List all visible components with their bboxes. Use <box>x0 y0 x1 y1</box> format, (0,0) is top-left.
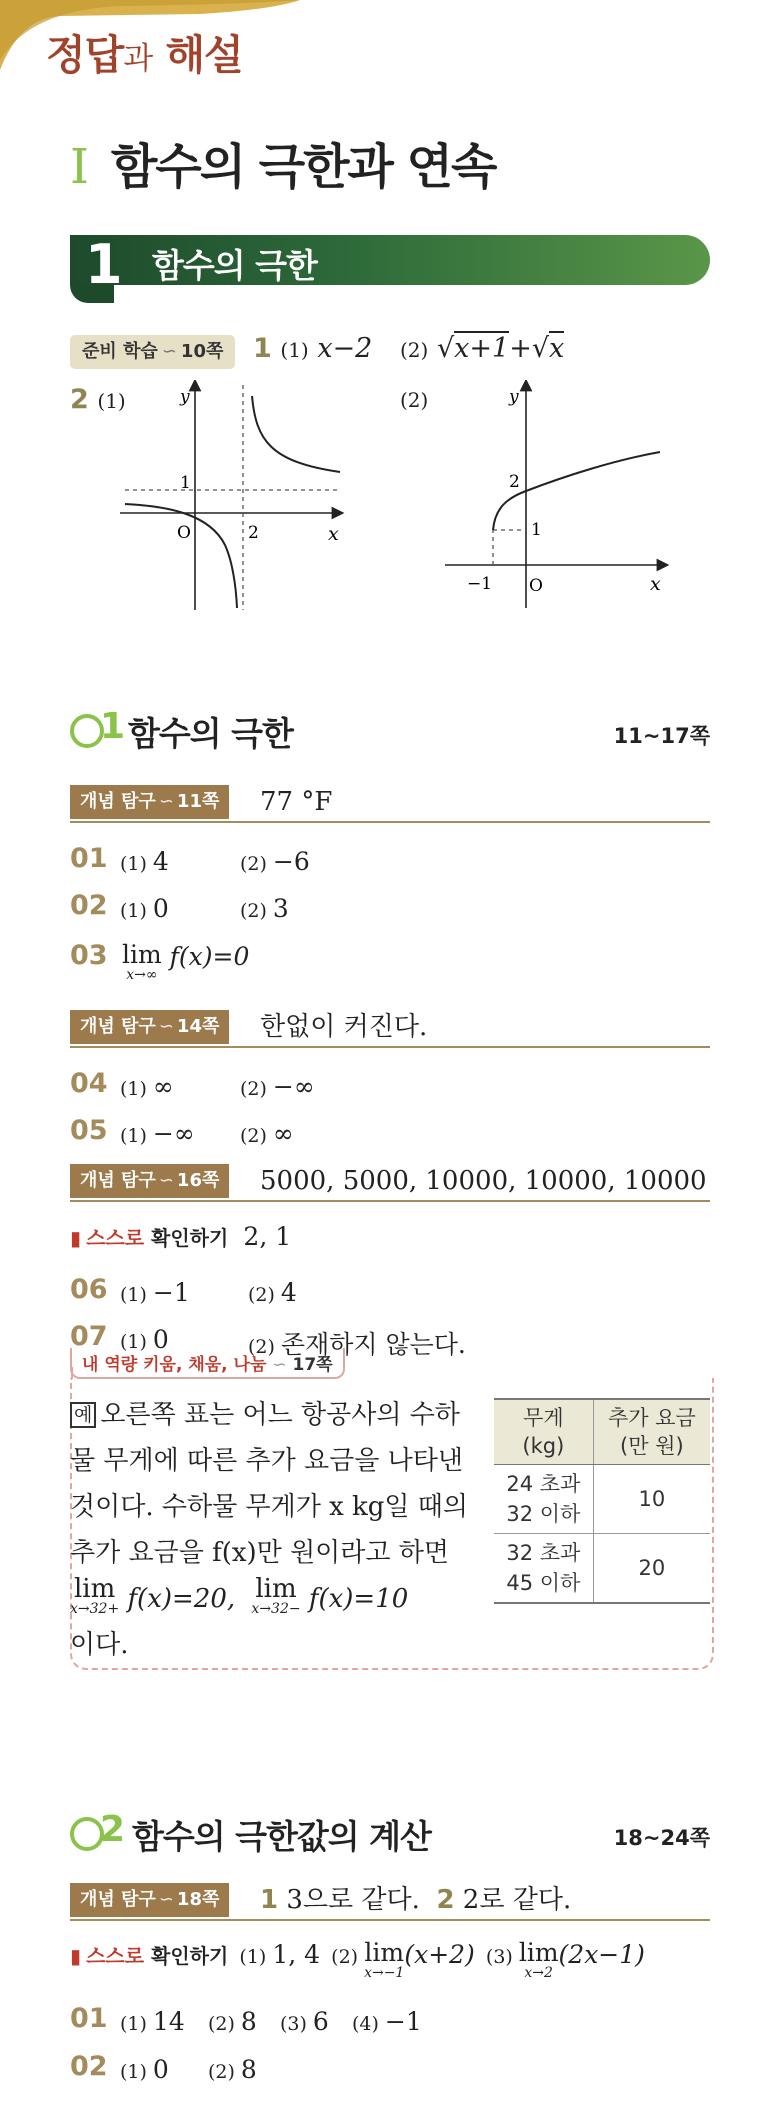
link-icon: ∽ <box>158 1016 174 1037</box>
curve-left <box>125 504 237 608</box>
graph-reciprocal <box>120 380 350 620</box>
self-check-icon: ▮ <box>70 1226 82 1250</box>
answer-row-07: 07 (1) 0 (2) 존재하지 않는다. <box>70 1321 466 1359</box>
header-title: 정답과 해설 <box>46 31 243 79</box>
section-title: 함수의 극한 <box>152 246 317 285</box>
subsection-number: 1 <box>100 706 126 747</box>
svg-text:1: 1 <box>531 520 542 540</box>
answer-row-03: 03 lim x→∞ f(x)=0 <box>70 940 250 983</box>
self-check-icon: ▮ <box>70 1944 82 1968</box>
example-badge: 예 <box>70 1402 96 1428</box>
example-text: 예 오른쪽 표는 어느 항공사의 수하 물 무게에 따른 추가 요금을 나타낸 것이다. 수하물 무게가 x kg일 때의 추가 요금을 f(x)만 원이라고 하면 lim x→32+ f(x)=20, lim x→32− f(x)=10 이다. <box>70 1400 469 1660</box>
svg-text:O: O <box>177 523 191 543</box>
concept-row-16: 개념 탐구 ∽ 16쪽 5000, 5000, 10000, 10000, 10000 <box>70 1164 710 1202</box>
subsection-number: 2 <box>100 1809 126 1850</box>
concept-row-18: 개념 탐구 ∽ 18쪽 1 3으로 같다. 2 2로 같다. <box>70 1883 710 1921</box>
answer-row-04: 04 (1) ∞ (2) −∞ <box>70 1068 315 1101</box>
svg-text:2: 2 <box>509 472 520 492</box>
answer-row-01: 01 (1) 4 (2) −6 <box>70 843 310 876</box>
link-icon: ∽ <box>161 341 177 362</box>
svg-text:O: O <box>529 576 543 596</box>
section-number: 1 <box>85 233 123 296</box>
link-icon: ∽ <box>158 791 174 812</box>
concept-row-14: 개념 탐구 ∽ 14쪽 한없이 커진다. <box>70 1010 710 1048</box>
prep-answer-1-2: (2) √x+1+√x <box>400 333 565 364</box>
chapter-roman-numeral: I <box>70 139 87 195</box>
concept-tag: 개념 탐구 ∽ 16쪽 <box>70 1164 229 1198</box>
svg-text:−1: −1 <box>467 574 493 594</box>
example-label: 내 역량 키움, 채움, 나눔 ∽ 17쪽 <box>70 1348 345 1379</box>
answer-row-2-02: 02 (1) 0 (2) 8 <box>70 2051 257 2084</box>
self-check-row-2: ▮ 스스로 확인하기 (1) 1, 4 (2) lim x→−1 (x+2) (3) lim x→2 (2x−1) <box>70 1938 645 1981</box>
curve-right <box>252 396 340 472</box>
concept-tag: 개념 탐구 ∽ 14쪽 <box>70 1010 229 1044</box>
prep-tag: 준비 학습 ∽ 10쪽 <box>70 335 235 369</box>
subsection-title: 함수의 극한값의 계산 <box>132 1817 431 1856</box>
page-range: 18~24쪽 <box>613 1826 710 1850</box>
svg-text:y: y <box>509 387 519 407</box>
concept-tag: 개념 탐구 ∽ 18쪽 <box>70 1883 229 1917</box>
fee-table: 무게 (kg) 추가 요금 (만 원) 24 초과 32 이하 10 32 초과 45 이하 20 <box>494 1398 710 1604</box>
subsection-circle-icon <box>70 714 104 748</box>
subsection-circle-icon <box>70 1817 104 1851</box>
prep-answer-2-label: 2 (1) <box>70 384 126 415</box>
svg-text:x: x <box>328 523 339 545</box>
concept-row-11: 개념 탐구 ∽ 11쪽 77 °F <box>70 785 710 823</box>
page-range: 11~17쪽 <box>613 724 710 748</box>
self-check-row: ▮ 스스로 확인하기 2, 1 <box>70 1222 292 1251</box>
chapter-title: I 함수의 극한과 연속 <box>70 139 496 195</box>
concept-tag: 개념 탐구 ∽ 11쪽 <box>70 785 229 819</box>
answer-row-02: 02 (1) 0 (2) 3 <box>70 890 289 923</box>
prep-answer-1: 1 (1) x−2 <box>253 333 373 364</box>
link-icon: ∽ <box>158 1889 174 1910</box>
link-icon: ∽ <box>158 1170 174 1191</box>
sqrt-symbol: √ <box>436 333 455 364</box>
svg-text:1: 1 <box>180 473 191 493</box>
prep-answer-2-2-label: (2) <box>400 388 429 412</box>
answer-row-05: 05 (1) −∞ (2) ∞ <box>70 1115 294 1148</box>
subsection-title: 함수의 극한 <box>128 714 293 753</box>
svg-text:y: y <box>180 387 190 407</box>
link-icon: ∽ <box>272 1355 287 1375</box>
svg-text:x: x <box>650 573 661 595</box>
graph-sqrt <box>445 380 675 620</box>
svg-text:2: 2 <box>248 523 259 543</box>
answer-row-2-01: 01 (1) 14 (2) 8 (3) 6 (4) −1 <box>70 2003 422 2036</box>
answer-row-06: 06 (1) −1 (2) 4 <box>70 1274 297 1307</box>
